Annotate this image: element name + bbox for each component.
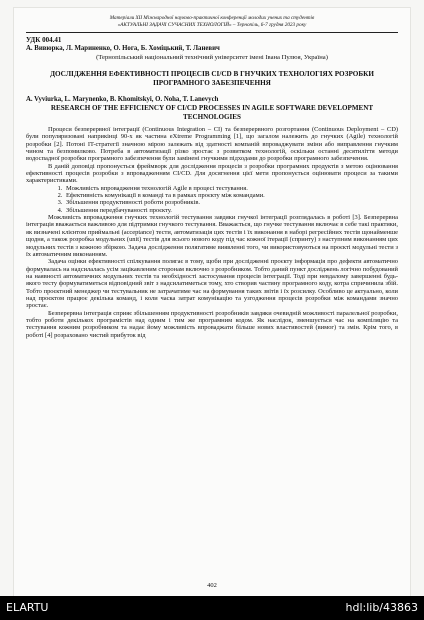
list-item: 4. Збільшення передбачуваності проєкту. [64, 207, 398, 214]
paragraph: Процеси безперервної інтеграції (Continuous Integration – CI) та безперервного розгортання (Continuous Deployment – CD) були популяризовані наприкінці 90-х як частина eXtreme Programming [1], що загалом належить до гнучких (Agile) технологій розробки [2]. Потоні IT-стратегії значною мірою залежать від здатності компаній впроваджувати зміни або виправлення гнучким чином та безпомилково. Потреба в автоматизації різко зростає з розвитком технологій, оскільки останні десятиліття методи водоспадної розробки програмного забезпечення були замінені гнучкими підходами до розробки програмного забезпечення. [26, 126, 398, 163]
authors-en: A. Vyviurka, L. Marynenko, B. Khomitskyi, O. Noha, T. Lanevych [26, 96, 219, 103]
header-rule [26, 32, 398, 33]
list-item: 3. Збільшення продуктивності роботи розробників. [64, 199, 398, 206]
paragraph: Безперервна інтеграція сприяє збільшенням продуктивності розробників завдяки очевидній можливості паралельної розробки, тобто роботи декількох програмістів над одним і тим же програмним кодом. Як наслідок, зменшується час на компіляцію та тестування кожним розробником та надає йому можливість впроваджати більше нових властивостей (вимог) та змін. Крім того, в роботі [4] розраховано чистий прибуток від [26, 309, 398, 339]
list-item: 2. Ефективність комунікації в команді та в рамках проєкту між командами. [64, 192, 398, 199]
udc-code: УДК 004.41 [26, 36, 62, 44]
paragraph: В даній доповіді пропонується фреймворк для дослідження процесів з розробки програмних продуктів з метою оцінювання ефективності процесів розробки з впровадженням CI/CD. Для досягнення цієї мети пропонується оцінювати процеси за такими характеристиками. [26, 162, 398, 185]
affiliation: (Тернопільський національний технічний університет імені Івана Пулюя, Україна) [96, 54, 328, 61]
conference-line-2: «АКТУАЛЬНІ ЗАДАЧІ СУЧАСНИХ ТЕХНОЛОГІЙ» – Тернопіль, 6-7 грудня 2023 року [117, 21, 307, 28]
title-ua: ДОСЛІДЖЕННЯ ЕФЕКТИВНОСТІ ПРОЦЕСІВ CI/CD В ГНУЧКИХ ТЕХНОЛОГІЯХ РОЗРОБКИ ПРОГРАМНОГО ЗАБЕЗПЕЧЕННЯ [50, 70, 374, 87]
repository-footer-bar [0, 596, 424, 620]
characteristics-list [26, 185, 398, 214]
list-item: 1. Можливість впровадження технологій Agile в процесі тестування. [64, 185, 398, 192]
document-page [14, 8, 410, 596]
handle-id: hdl:lib/43863 [345, 601, 418, 614]
conference-header [14, 15, 410, 28]
title-en: RESEARCH OF THE EFFICIENCY OF CI/CD PROCESSES IN AGILE SOFTWARE DEVELOPMENT TECHNOLOGIES [50, 104, 374, 121]
repository-name: ELARTU [6, 601, 49, 614]
conference-line-1: Матеріали XII Міжнародної науково-практичної конференції молодих учених та студентів [109, 15, 315, 21]
article-body [26, 126, 398, 339]
authors-ua: А. Вивюрка, Л. Мариненко, О. Нога, Б. Хоміцький, Т. Ланевич [26, 45, 220, 52]
page-number: 402 [207, 582, 217, 589]
paragraph: Можливість впровадження гнучких технологій тестування завдяки гнучкої інтеграції розглядалась в роботі [3]. Безперервна інтеграція вважається важливою для підтримки гнучкого тестування. Вважається, що гнучке тестування включає в себе такі практики, як визначені клієнтом приймальні (acceptance) тести, автоматизація цих тестів і їх виконання в наборі регресійних тестів щонайменше щодня, а також розробка модульних (unit) тестів для всього нового коду під час кожної ітерації (спринту) з наступним виконанням цих модульних тестів з кожною збіркою. Задача дослідження полягатиме виявленні того, чи використовуються на проєкті модульні тести з їх автоматичним виконанням. [26, 214, 398, 258]
paragraph: Задача оцінки ефективності спілкування полягає в тому, щоби при дослідженні проєкту інформація про дефекти автоматично формувалась на надсилалась усім зацікавленим сторонам включно з розробником. Тобто даний пункт досліджень логічно побудований на наявності автоматичних модульних тестів та необхідності застосування процесів інтеграції. Тоді при невдалому завершенні будь-якого тесту формуватиметься відповідний звіт з надсилатиметься тому, хто створив частину програмного коду, котра спричинила збій. Тобто проєктний менеджер чи тестувальник не затрачатиме час на формування таких звітів і їх розсилку. Особливо це актуально, коли над проєктом працює декілька команд, і коли часка затрат комунікацію та узгодження процесів розробки між командами значно зростає. [26, 258, 398, 310]
